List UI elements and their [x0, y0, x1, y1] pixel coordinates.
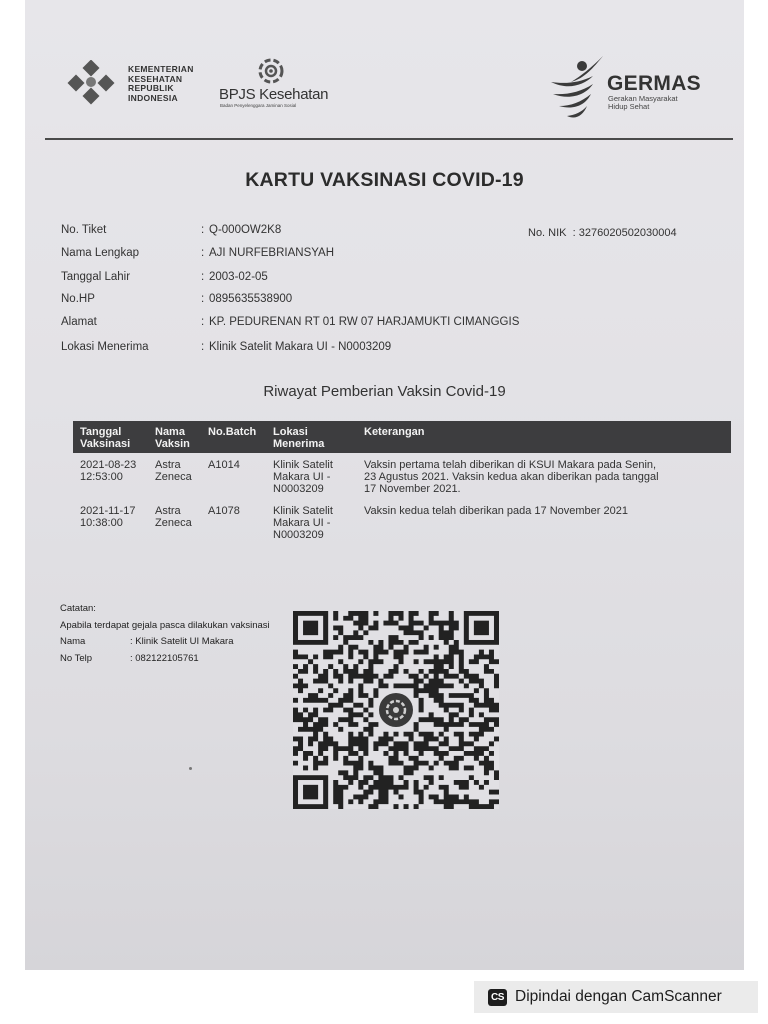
cell-vaksin: Astra Zeneca — [155, 505, 192, 529]
header-lokasi: Lokasi Menerima — [266, 421, 357, 453]
info-value: Klinik Satelit Makara UI - N0003209 — [209, 341, 392, 353]
info-label: No.HP — [61, 293, 95, 305]
kemenkes-name — [128, 65, 194, 103]
nik-field: No. NIK : 3276020502030004 — [528, 227, 677, 239]
info-row-birthdate: Tanggal Lahir : 2003-02-05 — [61, 271, 268, 283]
notes-phone-row: No Telp : 082122105761 — [60, 652, 199, 664]
camscanner-badge — [474, 981, 758, 1013]
info-value: AJI NURFEBRIANSYAH — [209, 247, 335, 259]
germas-title: GERMAS — [607, 72, 701, 95]
nik-label: No. NIK — [528, 227, 567, 239]
germas-subtitle-line: Hidup Sehat — [608, 102, 650, 111]
qr-code-icon — [293, 611, 499, 809]
kemenkes-logo-icon — [65, 60, 121, 110]
info-row-phone: No.HP : 0895635538900 — [61, 293, 293, 305]
cell-date: 2021-08-23 12:53:00 — [80, 459, 137, 483]
header-divider — [45, 138, 733, 140]
info-label: Nama Lengkap — [61, 247, 139, 259]
info-value: Q-000OW2K8 — [209, 224, 282, 236]
kemenkes-line: KEMENTERIAN — [128, 64, 194, 74]
notes-clinic-row: Nama : Klinik Satelit UI Makara — [60, 636, 234, 647]
paper-speck — [189, 767, 192, 770]
table-row — [73, 499, 731, 545]
vaccination-card-document — [25, 0, 744, 970]
history-section-title: Riwayat Pemberian Vaksin Covid-19 — [263, 383, 506, 400]
bpjs-name: BPJS Kesehatan — [219, 86, 329, 103]
kemenkes-line: INDONESIA — [128, 92, 178, 103]
header-vaksin: Nama Vaksin — [148, 421, 201, 453]
kemenkes-line: KESEHATAN — [128, 73, 183, 84]
cell-date: 2021-11-17 10:38:00 — [80, 505, 136, 529]
info-label: No. Tiket — [61, 224, 107, 236]
cell-lokasi: Klinik Satelit Makara UI - N0003209 — [273, 505, 333, 541]
header-keterangan: Keterangan — [357, 421, 731, 453]
cell-vaksin: Astra Zeneca — [155, 459, 192, 483]
header-tanggal: Tanggal Vaksinasi — [73, 421, 148, 453]
notes-text: Apabila terdapat gejala pasca dilakukan vaksinasi — [60, 619, 270, 631]
cell-keterangan: Vaksin kedua telah diberikan pada 17 November 2021 — [364, 505, 628, 517]
notes-heading: Catatan: — [60, 603, 96, 614]
germas-subtitle — [608, 95, 678, 111]
info-row-ticket: No. Tiket : Q-000OW2K8 — [61, 224, 282, 236]
header-batch: No.Batch — [201, 421, 266, 453]
document-title: KARTU VAKSINASI COVID-19 — [245, 169, 524, 191]
germas-subtitle-line: Gerakan Masyarakat — [608, 94, 678, 103]
info-value: 2003-02-05 — [209, 271, 268, 283]
info-label: Alamat — [61, 316, 97, 328]
germas-logo-icon — [547, 52, 607, 122]
info-row-address: Alamat : KP. PEDURENAN RT 01 RW 07 HARJAMUKTI CIMANGGIS — [61, 316, 520, 328]
table-header-row — [73, 421, 731, 453]
notes-section — [60, 601, 270, 667]
info-value: KP. PEDURENAN RT 01 RW 07 HARJAMUKTI CIMANGGIS — [209, 316, 520, 328]
bpjs-subtitle: Badan Penyelenggara Jaminan Sosial — [220, 103, 297, 108]
info-row-location: Lokasi Menerima : Klinik Satelit Makara UI - N0003209 — [61, 341, 392, 353]
nik-value: 3276020502030004 — [578, 227, 677, 239]
cell-lokasi: Klinik Satelit Makara UI - N0003209 — [273, 459, 333, 495]
info-label: Tanggal Lahir — [61, 271, 131, 283]
info-row-name: Nama Lengkap : AJI NURFEBRIANSYAH — [61, 247, 335, 259]
info-label: Lokasi Menerima — [61, 341, 149, 353]
camscanner-icon: CS — [488, 989, 507, 1006]
info-value: 0895635538900 — [209, 293, 293, 305]
camscanner-text: Dipindai dengan CamScanner — [515, 988, 722, 1005]
cell-batch: A1078 — [208, 505, 240, 517]
kemenkes-line: REPUBLIK — [128, 83, 174, 93]
bpjs-emblem-icon — [255, 56, 287, 86]
table-row — [73, 453, 731, 499]
cell-batch: A1014 — [208, 459, 240, 471]
cell-keterangan: Vaksin pertama telah diberikan di KSUI Makara pada Senin, 23 Agustus 2021. Vaksin kedua akan diberikan pada tanggal 17 November 2021. — [364, 459, 659, 495]
vaccination-history-table — [73, 421, 731, 545]
